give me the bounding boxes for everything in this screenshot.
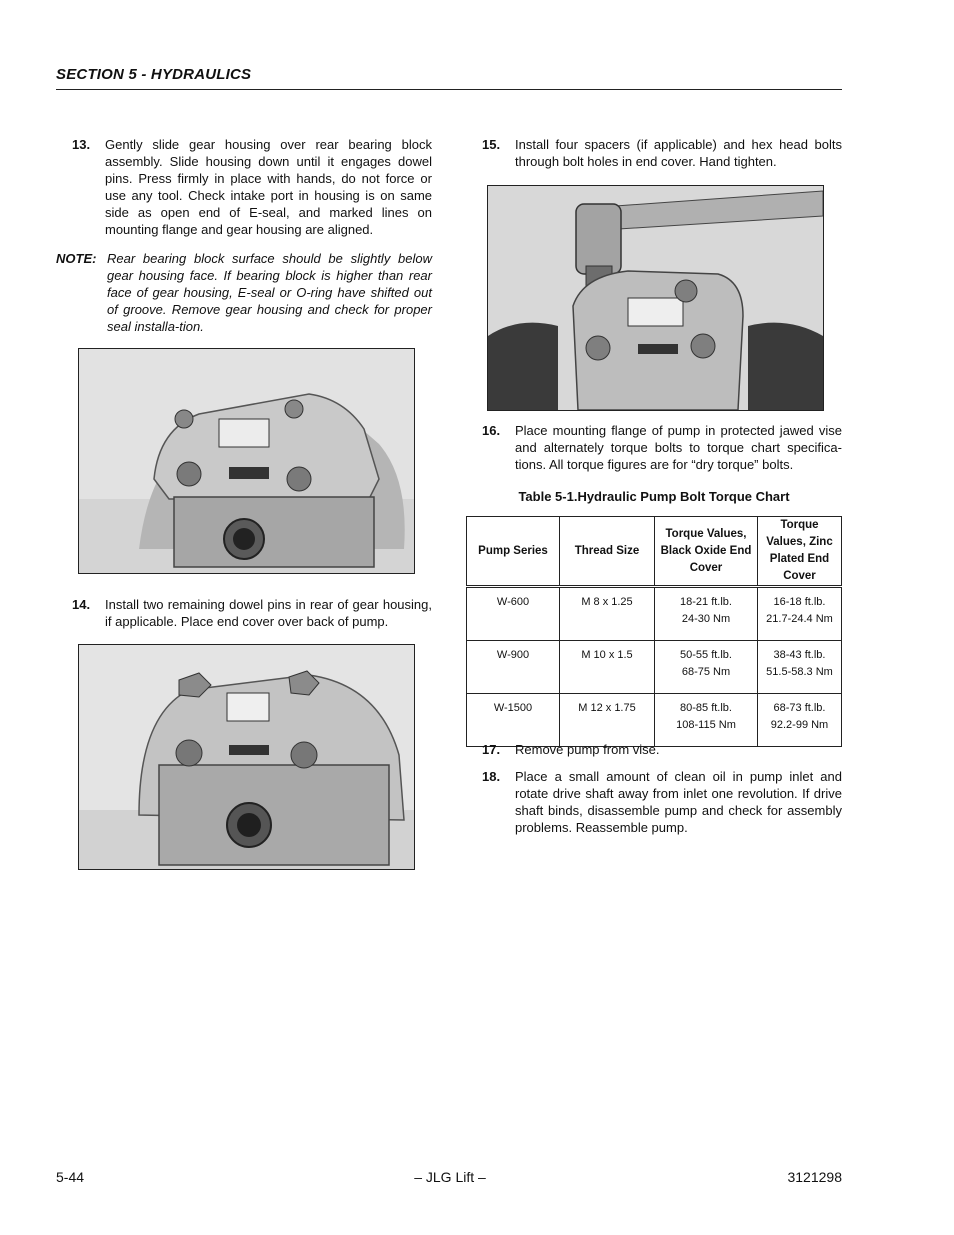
- step-number: 15.: [482, 137, 501, 152]
- step-text: Install four spacers (if applicable) and hex head bolts through bolt holes in end cover. Hand tighten.: [515, 137, 842, 169]
- photo-gear-housing: [78, 348, 415, 574]
- cell-black-oxide: 18-21 ft.lb. 24-30 Nm: [655, 587, 758, 641]
- step-17: [482, 741, 842, 759]
- table-caption: Table 5-1.Hydraulic Pump Bolt Torque Chart: [518, 489, 790, 504]
- step-15: [482, 136, 842, 172]
- col-pump-series: Pump Series: [467, 517, 560, 587]
- table-row: [467, 641, 842, 694]
- step-text: Remove pump from vise.: [515, 742, 660, 757]
- photo-torque-wrench: [487, 185, 824, 411]
- torque-table: [466, 516, 842, 747]
- step-number: 17.: [482, 742, 501, 757]
- step-text: Place mounting flange of pump in protected jawed vise and alternately torque bolts to torque chart specifica-tions. All torque figures are for “dry torque” bolts.: [515, 423, 842, 472]
- cell-zinc-plated: 38-43 ft.lb. 51.5-58.3 Nm: [758, 641, 842, 694]
- section-title: SECTION 5 - HYDRAULICS: [56, 66, 252, 83]
- note-text: Rear bearing block surface should be slightly below gear housing face. If bearing block is higher than rear face of gear housing, E-seal or O-ring have shifted out of groove. Remove gear housing and check for proper seal installa-tion.: [107, 251, 432, 334]
- step-18: [482, 768, 842, 838]
- cell-zinc-plated: 68-73 ft.lb. 92.2-99 Nm: [758, 694, 842, 747]
- cell-series: W-900: [467, 641, 560, 694]
- step-number: 13.: [72, 137, 91, 152]
- col-thread-size: Thread Size: [560, 517, 655, 587]
- cell-zinc-plated: 16-18 ft.lb. 21.7-24.4 Nm: [758, 587, 842, 641]
- photo-end-cover: [78, 644, 415, 870]
- note-label: NOTE:: [56, 251, 97, 266]
- col-torque-zinc-plated: Torque Values, Zinc Plated End Cover: [758, 517, 842, 587]
- footer-publisher: – JLG Lift –: [414, 1169, 486, 1185]
- step-13: [72, 136, 432, 240]
- table-row: [467, 587, 842, 641]
- step-number: 14.: [72, 597, 91, 612]
- header-rule: [56, 89, 842, 90]
- step-number: 16.: [482, 423, 501, 438]
- cell-black-oxide: 50-55 ft.lb. 68-75 Nm: [655, 641, 758, 694]
- cell-black-oxide: 80-85 ft.lb. 108-115 Nm: [655, 694, 758, 747]
- table-header-row: [467, 517, 842, 587]
- step-text: Place a small amount of clean oil in pump inlet and rotate drive shaft away from inlet one revolution. If drive shaft binds, disassemble pump and check for assembly problems. Reassemble pump.: [515, 769, 842, 835]
- step-16: [482, 422, 842, 474]
- cell-thread: M 10 x 1.5: [560, 641, 655, 694]
- step-text: Gently slide gear housing over rear bearing block assembly. Slide housing down until it engages dowel pins. Press firmly in place with hands, do not force or use any tool. Check intake port in housing is on same side as open end of E-seal, and marked lines on mounting flange and gear housing are aligned.: [105, 137, 432, 237]
- cell-thread: M 12 x 1.75: [560, 694, 655, 747]
- cell-series: W-1500: [467, 694, 560, 747]
- note: [56, 250, 432, 338]
- col-torque-black-oxide: Torque Values, Black Oxide End Cover: [655, 517, 758, 587]
- table-row: [467, 694, 842, 747]
- cell-thread: M 8 x 1.25: [560, 587, 655, 641]
- page-number: 5-44: [56, 1169, 85, 1185]
- cell-series: W-600: [467, 587, 560, 641]
- step-14: [72, 596, 432, 632]
- step-text: Install two remaining dowel pins in rear of gear housing, if applicable. Place end cover over back of pump.: [105, 597, 432, 629]
- step-number: 18.: [482, 769, 501, 784]
- document-number: 3121298: [787, 1169, 842, 1185]
